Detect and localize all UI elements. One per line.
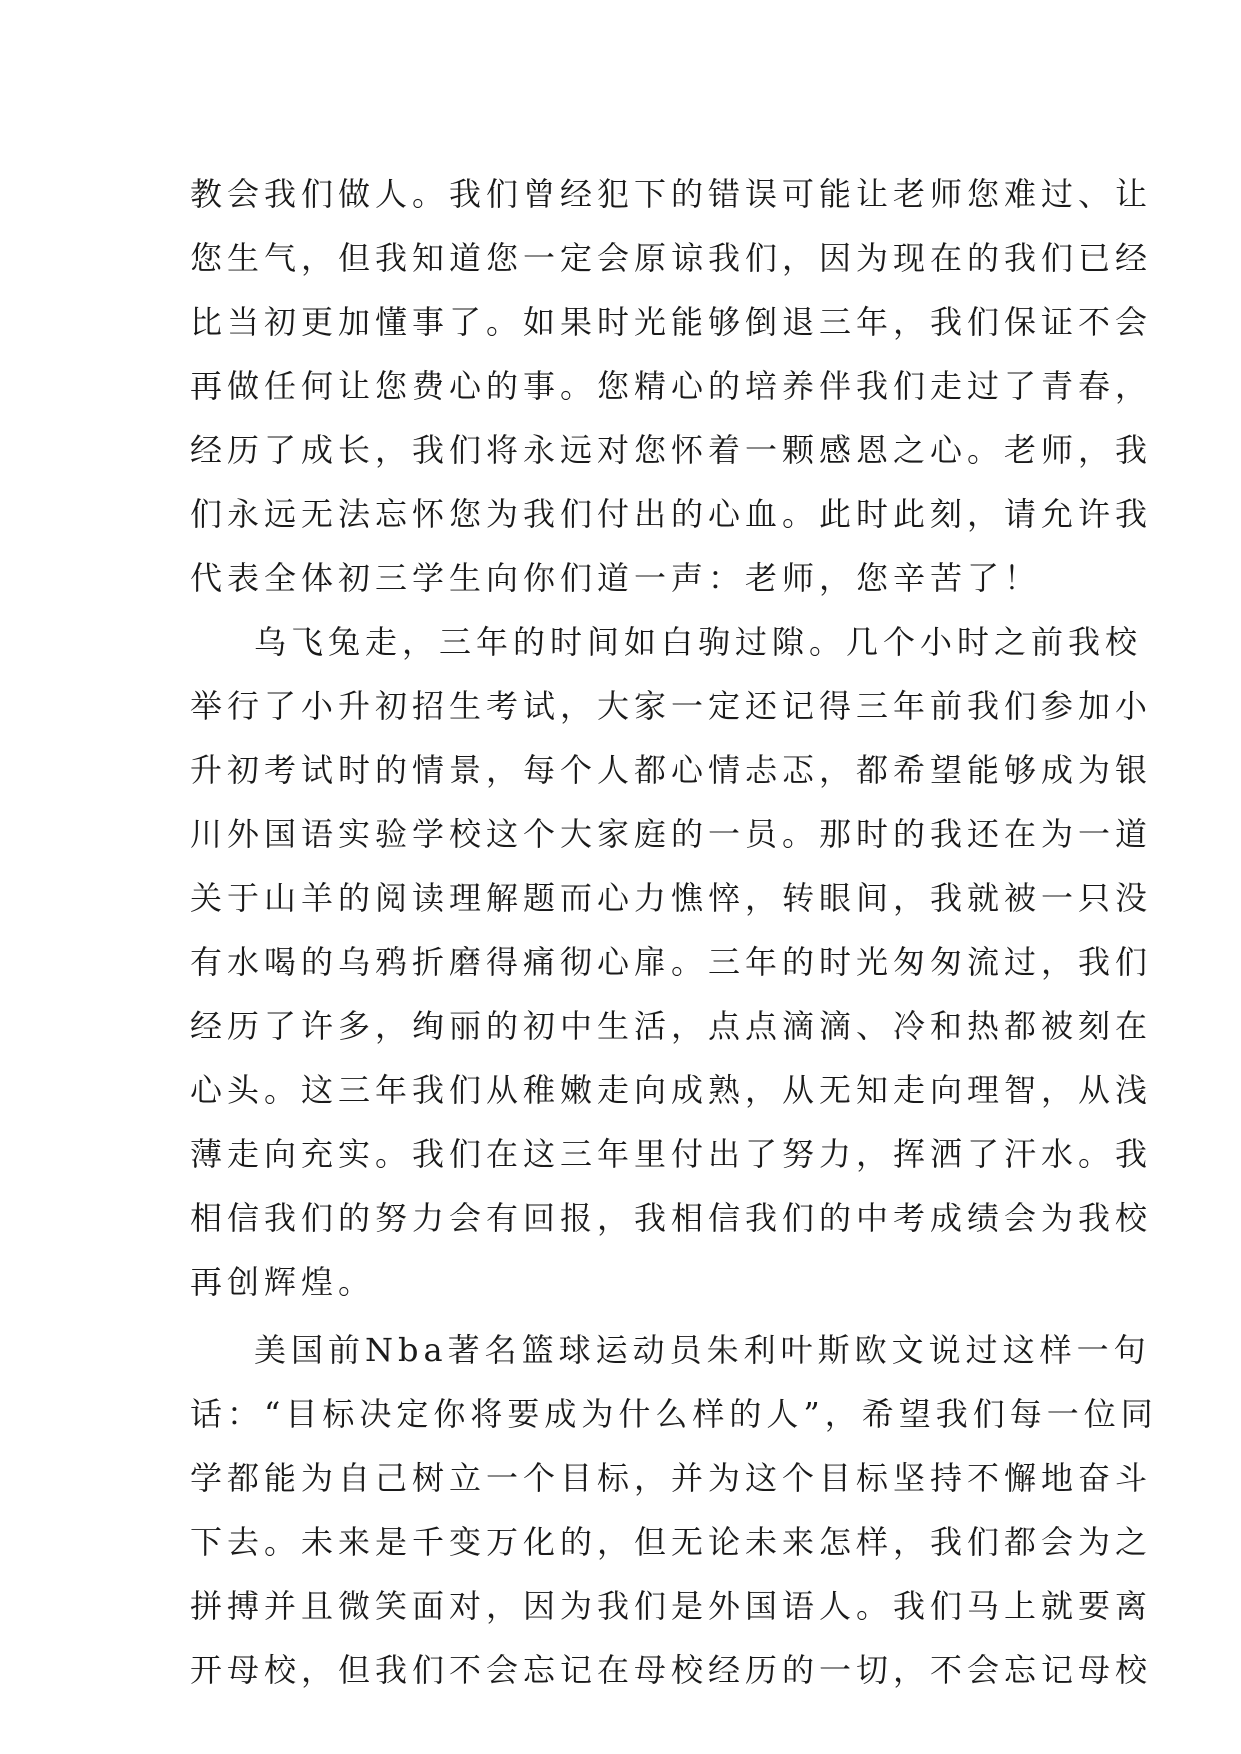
text-line: 心头。这三年我们从稚嫩走向成熟，从无知走向理智，从浅 <box>190 1071 1153 1109</box>
text-line: 您生气，但我知道您一定会原谅我们，因为现在的我们已经 <box>190 239 1153 277</box>
text-line: 代表全体初三学生向你们道一声：老师，您辛苦了！ <box>190 559 1042 597</box>
text-line: 关于山羊的阅读理解题而心力憔悴，转眼间，我就被一只没 <box>190 879 1153 917</box>
document-body <box>190 162 1158 1702</box>
paragraph-3 <box>190 1318 1158 1702</box>
text-line: 经历了成长，我们将永远对您怀着一颗感恩之心。老师，我 <box>190 431 1153 469</box>
text-line: 们永远无法忘怀您为我们付出的心血。此时此刻，请允许我 <box>190 495 1153 533</box>
text-line: 话：“目标决定你将要成为什么样的人”，希望我们每一位同 <box>190 1395 1158 1433</box>
text-line: 学都能为自己树立一个目标，并为这个目标坚持不懈地奋斗 <box>190 1459 1153 1497</box>
text-line: 有水喝的乌鸦折磨得痛彻心扉。三年的时光匆匆流过，我们 <box>190 943 1153 981</box>
paragraph-2 <box>190 610 1153 1314</box>
text-line: 升初考试时的情景，每个人都心情忐忑，都希望能够成为银 <box>190 751 1153 789</box>
text-line: 再创辉煌。 <box>190 1263 376 1301</box>
text-line: 再做任何让您费心的事。您精心的培养伴我们走过了青春， <box>190 367 1153 405</box>
text-line-first: 美国前Nba著名篮球运动员朱利叶斯欧文说过这样一句 <box>254 1331 1151 1369</box>
text-line: 薄走向充实。我们在这三年里付出了努力，挥洒了汗水。我 <box>190 1135 1153 1173</box>
text-line: 川外国语实验学校这个大家庭的一员。那时的我还在为一道 <box>190 815 1153 853</box>
text-line: 举行了小升初招生考试，大家一定还记得三年前我们参加小 <box>190 687 1153 725</box>
text-line: 经历了许多，绚丽的初中生活，点点滴滴、冷和热都被刻在 <box>190 1007 1153 1045</box>
text-line: 下去。未来是千变万化的，但无论未来怎样，我们都会为之 <box>190 1523 1153 1561</box>
text-line: 相信我们的努力会有回报，我相信我们的中考成绩会为我校 <box>190 1199 1153 1237</box>
text-line: 比当初更加懂事了。如果时光能够倒退三年，我们保证不会 <box>190 303 1153 341</box>
paragraph-1 <box>190 162 1153 610</box>
text-line: 开母校，但我们不会忘记在母校经历的一切，不会忘记母校 <box>190 1651 1153 1689</box>
text-line: 教会我们做人。我们曾经犯下的错误可能让老师您难过、让 <box>190 175 1153 213</box>
text-line-first: 乌飞兔走，三年的时间如白驹过隙。几个小时之前我校 <box>254 623 1143 661</box>
text-line: 拼搏并且微笑面对，因为我们是外国语人。我们马上就要离 <box>190 1587 1153 1625</box>
